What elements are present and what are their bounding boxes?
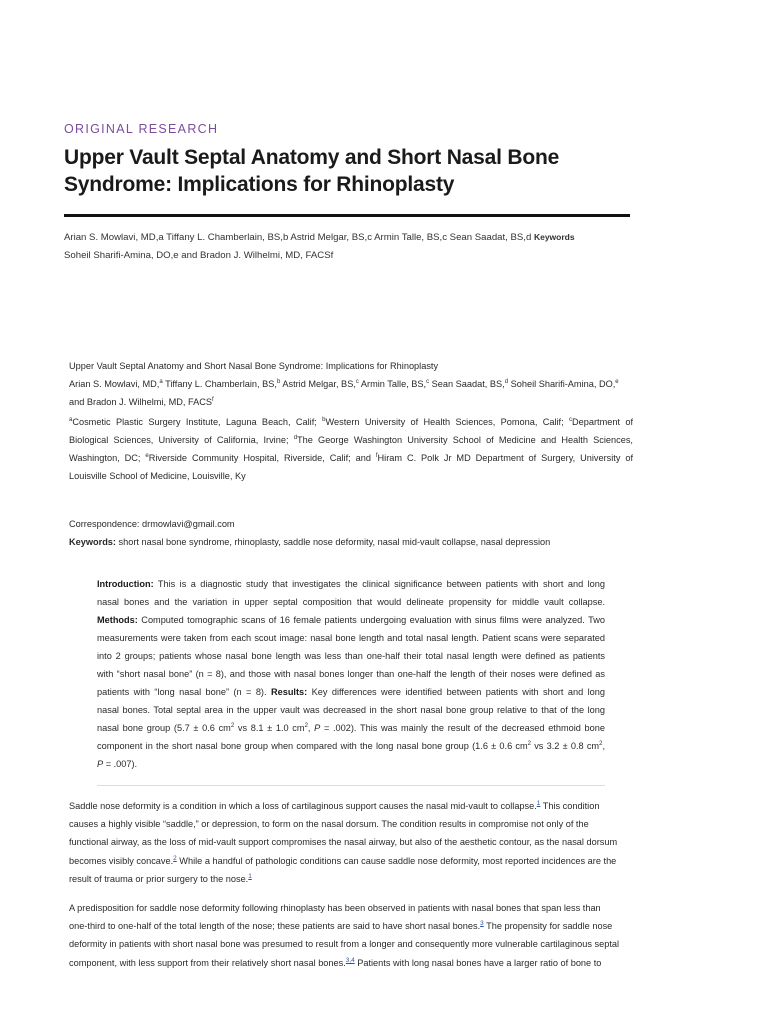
abstract-text: Computed tomographic scans of 16 female patients undergoing evaluation with sinus films were analyzed. Two bbox=[137, 615, 605, 625]
affiliation-text: The George Washington University School of Medicine and Health Sciences, bbox=[297, 435, 633, 445]
abstract-text: = .007). bbox=[103, 759, 138, 769]
abstract-text: = .002). This was mainly the result of the decreased ethmoid bone bbox=[320, 723, 605, 733]
abstract-results-label: Results: bbox=[270, 687, 308, 697]
affiliation-text: Biological Sciences, University of California, Irvine; bbox=[69, 435, 294, 445]
keywords-line bbox=[69, 533, 635, 551]
abstract-text: patients with “long nasal bone” (n = 8). bbox=[97, 687, 271, 697]
abstract-text: nasal bone group (5.7 ± 0.6 cm bbox=[97, 723, 231, 733]
affiliation-mark: c bbox=[569, 417, 572, 423]
reference-link[interactable]: 1 bbox=[248, 872, 252, 880]
affiliation-mark: f bbox=[375, 453, 378, 459]
body-line: A predisposition for saddle nose deformity following rhinoplasty has been observed in patients with nasal bones that span less than bbox=[69, 903, 601, 913]
affiliation-mark: a bbox=[159, 379, 163, 385]
byline-line bbox=[64, 228, 664, 247]
body-text: The propensity for saddle nose bbox=[483, 921, 613, 932]
affiliation-text: Western University of Health Sciences, Pomona, Calif; bbox=[325, 417, 569, 427]
p-value-symbol: P bbox=[314, 723, 321, 733]
superscript: 2 bbox=[599, 741, 603, 747]
abstract-line: with “short nasal bone” (n = 8), and those with nasal bones longer than one-half the length of their noses were defined as bbox=[97, 669, 605, 679]
affiliation-mark: d bbox=[504, 379, 509, 385]
affiliation-text: Washington, DC; bbox=[69, 453, 146, 463]
fm-title: Upper Vault Septal Anatomy and Short Nasal Bone Syndrome: Implications for Rhinoplasty bbox=[69, 361, 439, 371]
body-text: While a handful of pathologic conditions can cause saddle nose deformity, most reported incidences are the bbox=[176, 855, 617, 866]
body-text: Patients with long nasal bones have a larger ratio of bone to bbox=[354, 957, 602, 968]
abstract-line bbox=[97, 737, 605, 755]
affiliation-text: Cosmetic Plastic Surgery Institute, Laguna Beach, Calif; bbox=[72, 417, 323, 427]
body-line bbox=[69, 797, 639, 815]
abstract-text: , bbox=[307, 723, 315, 733]
body-text: one-third to one-half of the total length of the nose; these patients are said to have short nasal bones. bbox=[69, 921, 481, 932]
abstract-text: , bbox=[602, 741, 605, 751]
front-matter bbox=[69, 357, 635, 411]
body-line: causes a highly visible “saddle,” or depression, to form on the nasal dorsum. The condition results in compromise not only of the bbox=[69, 819, 589, 830]
reference-link[interactable]: 2 bbox=[173, 854, 177, 862]
keywords-text: short nasal bone syndrome, rhinoplasty, saddle nose deformity, nasal mid-vault collapse, nasal depression bbox=[115, 537, 551, 547]
abstract-text: vs 8.1 ± 1.0 cm bbox=[234, 723, 305, 733]
body-text: result of trauma or prior surgery to the nose. bbox=[69, 873, 249, 884]
abstract-line bbox=[97, 719, 605, 737]
abstract-divider bbox=[97, 785, 605, 786]
fm-authors bbox=[69, 393, 635, 411]
affiliation-mark: f bbox=[211, 397, 214, 403]
affiliation-mark: b bbox=[322, 417, 326, 423]
abstract-line bbox=[97, 575, 605, 593]
author-name: Astrid Melgar, BS, bbox=[280, 379, 356, 389]
abstract-text: This is a diagnostic study that investigates the clinical significance between patients with short and long bbox=[153, 579, 605, 589]
author-name: Armin Talle, BS, bbox=[358, 379, 427, 389]
superscript: 2 bbox=[230, 723, 235, 729]
byline-keywords-label: Keywords bbox=[533, 232, 575, 242]
abstract-line bbox=[97, 755, 605, 773]
author-name: Arian S. Mowlavi, MD, bbox=[69, 379, 160, 389]
byline-line: Soheil Sharifi-Amina, DO,e and Bradon J. Wilhelmi, MD, FACSf bbox=[64, 250, 334, 261]
affiliation-mark: c bbox=[355, 379, 359, 385]
affiliation-line: Louisville School of Medicine, Louisville, Ky bbox=[69, 471, 246, 481]
abstract-text: Key differences were identified between patients with short and long bbox=[307, 687, 605, 697]
affiliations bbox=[69, 413, 633, 485]
superscript: 2 bbox=[527, 741, 531, 747]
affiliation-line bbox=[69, 431, 633, 449]
byline-authors: Arian S. Mowlavi, MD,a Tiffany L. Chamberlain, BS,b Astrid Melgar, BS,c Armin Talle, BS,c Sean Saadat, BS,d bbox=[64, 232, 534, 243]
affiliation-text: Department of bbox=[572, 417, 633, 427]
abstract-line: measurements were taken from each scout image: nasal bone length and total nasal length. Patient scans were separated bbox=[97, 633, 605, 643]
affiliation-text: Hiram C. Polk Jr MD Department of Surgery, University of bbox=[377, 453, 633, 463]
p-value-symbol: P bbox=[97, 759, 104, 769]
affiliation-line bbox=[69, 449, 633, 467]
article-title bbox=[64, 144, 634, 198]
body-text: component, with less support from their relatively short nasal bones. bbox=[69, 957, 346, 968]
affiliation-text: Riverside Community Hospital, Riverside, Calif; and bbox=[148, 453, 376, 463]
author-name: Sean Saadat, BS, bbox=[429, 379, 505, 389]
author-name: and Bradon J. Wilhelmi, MD, FACS bbox=[69, 397, 212, 407]
abstract-text: component in the short nasal bone group when compared with the long nasal bone group (1.6 ± 0.6 cm bbox=[97, 741, 528, 751]
affiliation-mark: d bbox=[293, 435, 298, 441]
abstract-line: nasal bones and the variation in upper septal composition that would delineate propensity for middle vault collapse. bbox=[97, 597, 605, 607]
article-title-line: Syndrome: Implications for Rhinoplasty bbox=[64, 173, 455, 196]
abstract-line: nasal bones. Total septal area in the upper vault was decreased in the short nasal bone group relative to that of the long bbox=[97, 705, 605, 715]
body-paragraph bbox=[69, 797, 639, 888]
superscript: 2 bbox=[304, 723, 308, 729]
abstract-line bbox=[97, 611, 605, 629]
affiliation-mark: a bbox=[69, 417, 73, 423]
fm-authors bbox=[69, 375, 635, 393]
keywords-label: Keywords: bbox=[69, 537, 116, 547]
body-text: Saddle nose deformity is a condition in which a loss of cartilaginous support causes the nasal mid-vault to collapse. bbox=[69, 801, 537, 811]
body-text: This condition bbox=[540, 801, 600, 811]
reference-link[interactable]: 3 bbox=[480, 920, 484, 928]
body-line bbox=[69, 954, 639, 972]
abstract-methods-label: Methods: bbox=[97, 615, 138, 625]
body-paragraph bbox=[69, 899, 639, 972]
reference-link[interactable]: 3,4 bbox=[345, 956, 355, 964]
abstract-line bbox=[97, 683, 605, 701]
affiliation-line bbox=[69, 413, 633, 431]
author-name: Tiffany L. Chamberlain, BS, bbox=[162, 379, 277, 389]
author-name: Soheil Sharifi-Amina, DO, bbox=[508, 379, 616, 389]
affiliation-mark: e bbox=[615, 379, 619, 385]
body-line: deformity in patients with short nasal bone was presumed to result from a longer and consequently more vulnerable cartilaginous septal bbox=[69, 939, 620, 950]
body-line bbox=[69, 917, 639, 935]
body-line bbox=[69, 870, 639, 888]
abstract bbox=[97, 575, 605, 773]
correspondence-block bbox=[69, 515, 635, 551]
affiliation-mark: e bbox=[145, 453, 149, 459]
affiliation-mark: b bbox=[276, 379, 281, 385]
abstract-line: into 2 groups; patients whose nasal bone length was less than one-half their total nasal length were defined as patients bbox=[97, 651, 605, 661]
abstract-intro-label: Introduction: bbox=[97, 579, 154, 589]
reference-link[interactable]: 1 bbox=[536, 800, 541, 807]
body-text: becomes visibly concave. bbox=[69, 855, 174, 866]
correspondence: Correspondence: drmowlavi@gmail.com bbox=[69, 519, 235, 529]
title-rule bbox=[64, 214, 630, 217]
body-line bbox=[69, 852, 639, 870]
author-byline bbox=[64, 228, 664, 265]
article-title-line: Upper Vault Septal Anatomy and Short Nasal Bone bbox=[64, 146, 560, 169]
section-label: ORIGINAL RESEARCH bbox=[64, 122, 219, 136]
affiliation-mark: c bbox=[426, 379, 430, 385]
abstract-text: vs 3.2 ± 0.8 cm bbox=[531, 741, 600, 751]
body-line: functional airway, as the loss of mid-vault support compromises the nasal airway, but also of the aesthetic contour, as the nasal dorsum bbox=[69, 837, 618, 848]
